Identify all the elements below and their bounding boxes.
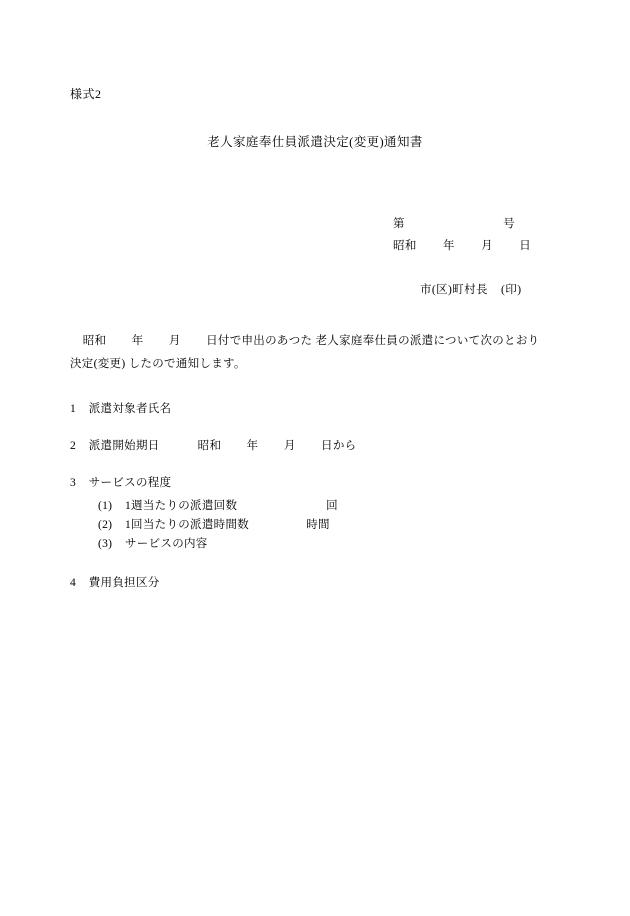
body-paragraph-line-2: 決定(変更) したので通知します。: [70, 358, 246, 370]
body-paragraph-line-1: 昭和 年 月 日付で申出のあつた 老人家庭奉仕員の派遣について次のとおり: [70, 335, 540, 347]
item-1-text: 1 派遣対象者氏名: [70, 403, 172, 415]
list-item: [70, 400, 570, 419]
reference-block: [393, 213, 531, 257]
item-3-sublist: [70, 497, 570, 554]
body-paragraph: [70, 330, 560, 376]
form-id-label: 様式2: [70, 87, 102, 101]
item-3-subitem-2: (2) 1回当たりの派遣時間数 時間: [98, 519, 330, 531]
item-4-text: 4 費用負担区分: [70, 577, 160, 589]
list-item: [70, 437, 570, 456]
document-title: 老人家庭奉仕員派遣決定(変更)通知書: [207, 135, 423, 149]
item-2-text: 2 派遣開始期日 昭和 年 月 日から: [70, 440, 357, 452]
list-item: [70, 474, 570, 554]
item-3-text: 3 サービスの程度: [70, 477, 172, 489]
list-item: [70, 574, 570, 593]
item-3-subitem-3: (3) サービスの内容: [98, 538, 208, 550]
items-list: [70, 400, 570, 611]
issuer-line: 市(区)町村長 (印): [420, 284, 522, 296]
reference-date-line: 昭和 年 月 日: [393, 240, 532, 252]
reference-number-line: 第 号: [393, 218, 516, 230]
item-3-subitem-1: (1) 1週当たりの派遣回数 回: [98, 500, 338, 512]
